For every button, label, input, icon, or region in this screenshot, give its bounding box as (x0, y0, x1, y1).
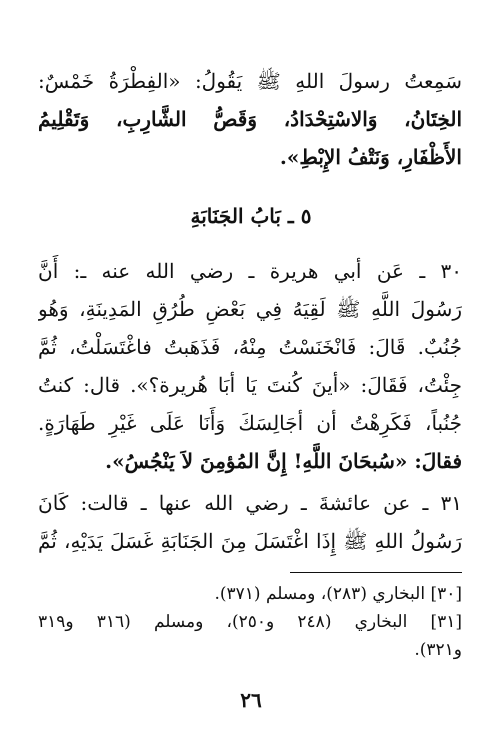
footnote-30: [٣٠] البخاري (٢٨٣)، ومسلم (٣٧١). (214, 584, 462, 604)
intro-line-1: سَمِعتُ رسولَ اللهِ ﷺ يَقُولُ: «الفِطْرَةُ خَمْسٌ: (38, 69, 462, 93)
hadith-31-line-2: رَسُولُ اللهِ ﷺ إِذَا اغْتَسَلَ مِنَ الجَنَابَةِ غَسَلَ يَدَيْهِ، ثُمَّ (38, 529, 462, 553)
footnote-divider (290, 572, 462, 573)
hadith-30 (38, 252, 462, 480)
footnote-31: [٣١] البخاري (٢٤٨ و٢٥٠)، ومسلم (٣١٦ و٣١٩ (38, 612, 462, 632)
section-heading: ٥ ـ بَابُ الجَنَابَةِ (190, 204, 312, 228)
page-number: ٢٦ (240, 688, 262, 712)
hadith-30-line-4: جِئْتُ، فَقَالَ: «أينَ كُنتَ يَا أبَا هُريرة؟». قال: كنتُ (38, 373, 462, 397)
intro-line-3: الأَظْفَارِ، وَنَتْفُ الإِبْطِ». (279, 145, 462, 169)
intro-line-2: الخِتَانُ، وَالاسْتِحْدَادُ، وَقَصُّ الشَّارِبِ، وَتَقْلِيمُ (38, 107, 462, 131)
hadith-30-line-2: رَسُولَ اللَّهِ ﷺ لَقِيَهُ فِي بَعْضِ طُرُقِ المَدِينَةِ، وَهُو (38, 297, 462, 321)
footnote-31-cont: و٣٢١). (414, 640, 462, 660)
footnotes (38, 580, 462, 664)
hadith-31 (38, 484, 462, 560)
hadith-30-line-6: فقالَ: «سُبحَانَ اللَّهِ! إِنَّ المُؤمِنَ لاَ يَنْجُسُ». (105, 449, 462, 473)
hadith-30-line-1: ٣٠ ـ عَن أبي هريرة ـ رضي الله عنه ـ: أَنَّ (38, 259, 462, 283)
hadith-31-line-1: ٣١ ـ عن عائشةَ ـ رضي الله عنها ـ قالت: كَانَ (38, 491, 462, 515)
intro-paragraph (38, 62, 462, 176)
hadith-30-line-3: جُنُبٌ. قَالَ: فَانْخَنَسْتُ مِنْهُ، فَذَهَبتُ فاغْتَسَلْتُ، ثُمَّ (38, 335, 462, 359)
hadith-30-line-5: جُنُباً، فَكَرِهْتُ أن أجَالِسَكَ وَأَنَا عَلَى غَيْرِ طَهَارَةٍ. (38, 411, 462, 435)
